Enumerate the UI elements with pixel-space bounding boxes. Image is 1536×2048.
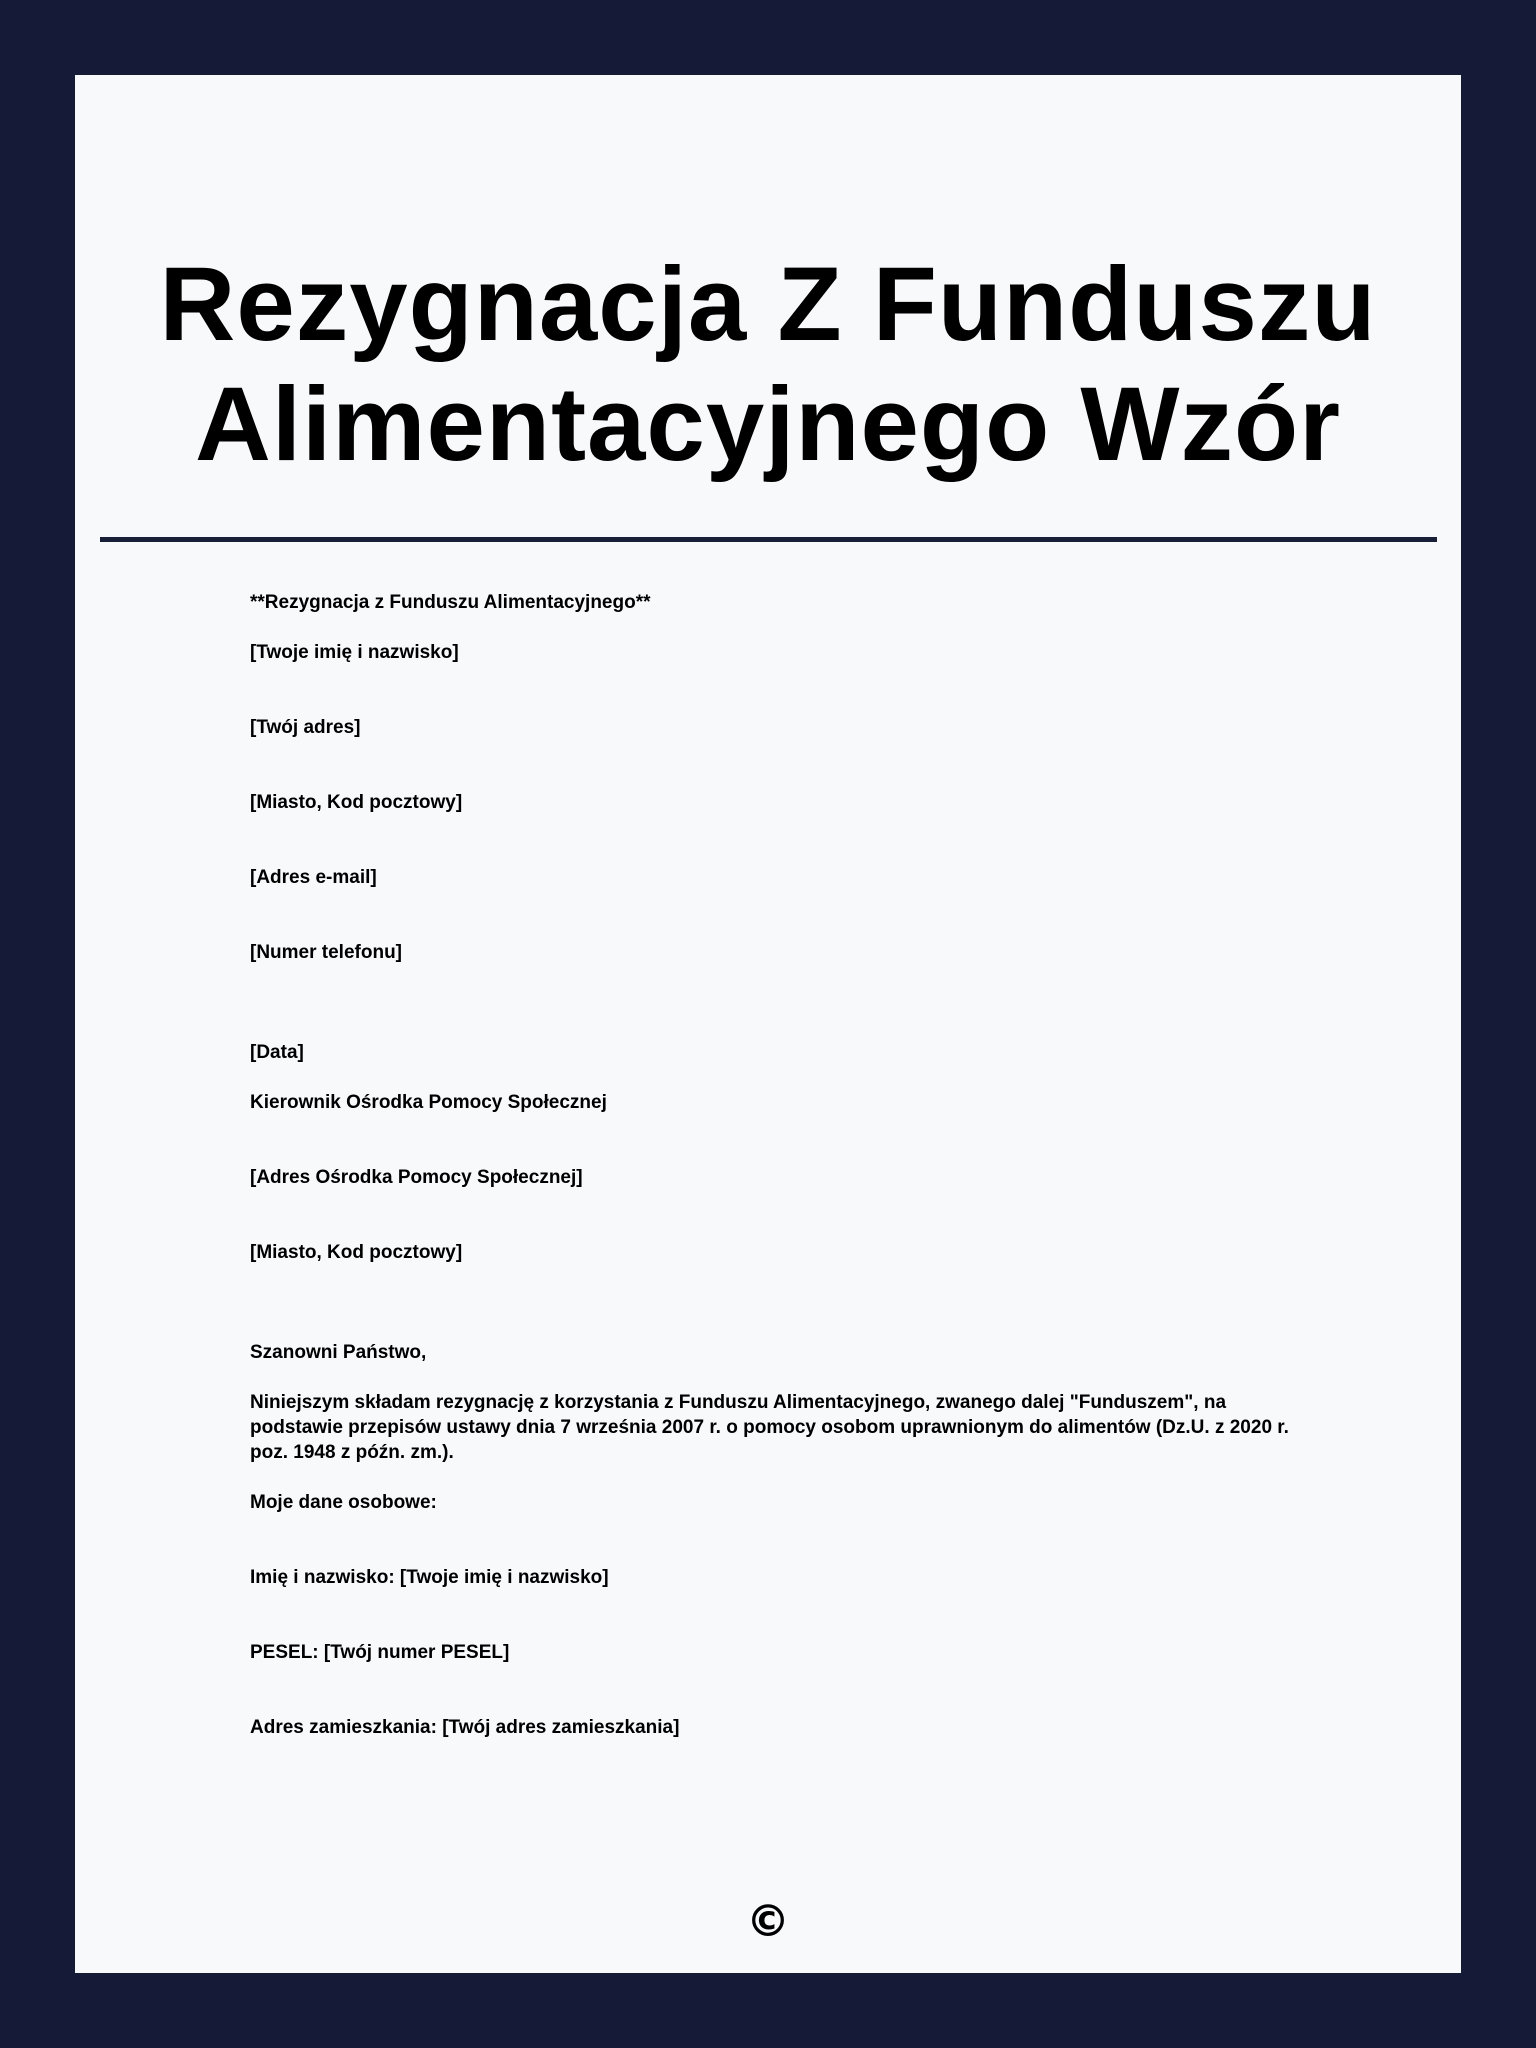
salutation: Szanowni Państwo, [250,1342,427,1363]
sender-city-postal: [Miasto, Kod pocztowy] [250,792,463,813]
title-divider [100,537,1437,542]
sender-email: [Adres e-mail] [250,867,377,888]
document-page [75,75,1461,1973]
letter-date: [Data] [250,1042,304,1063]
letter-heading: **Rezygnacja z Funduszu Alimentacyjnego** [250,592,651,613]
recipient-address: [Adres Ośrodka Pomocy Społecznej] [250,1167,583,1188]
sender-phone: [Numer telefonu] [250,942,402,963]
personal-data-heading: Moje dane osobowe: [250,1492,437,1513]
sender-address: [Twój adres] [250,717,361,738]
body-paragraph: Niniejszym składam rezygnację z korzystania z Funduszu Alimentacyjnego, zwanego dalej "Funduszem", na podstawie przepisów ustawy dnia 7 września 2007 r. o pomocy osobom uprawnionym do alimentów (Dz.U. z 2020 r. poz. 1948 z późn. zm.). [250,1392,1289,1463]
personal-data-name: Imię i nazwisko: [Twoje imię i nazwisko] [250,1567,609,1588]
document-title: Rezygnacja Z Funduszu Alimentacyjnego Wzór [159,246,1377,483]
recipient-name: Kierownik Ośrodka Pomocy Społecznej [250,1092,607,1113]
recipient-city-postal: [Miasto, Kod pocztowy] [250,1242,463,1263]
personal-data-pesel: PESEL: [Twój numer PESEL] [250,1642,510,1663]
sender-name: [Twoje imię i nazwisko] [250,642,459,663]
copyright-icon: © [746,1896,790,1947]
personal-data-address: Adres zamieszkania: [Twój adres zamieszkania] [250,1717,680,1738]
